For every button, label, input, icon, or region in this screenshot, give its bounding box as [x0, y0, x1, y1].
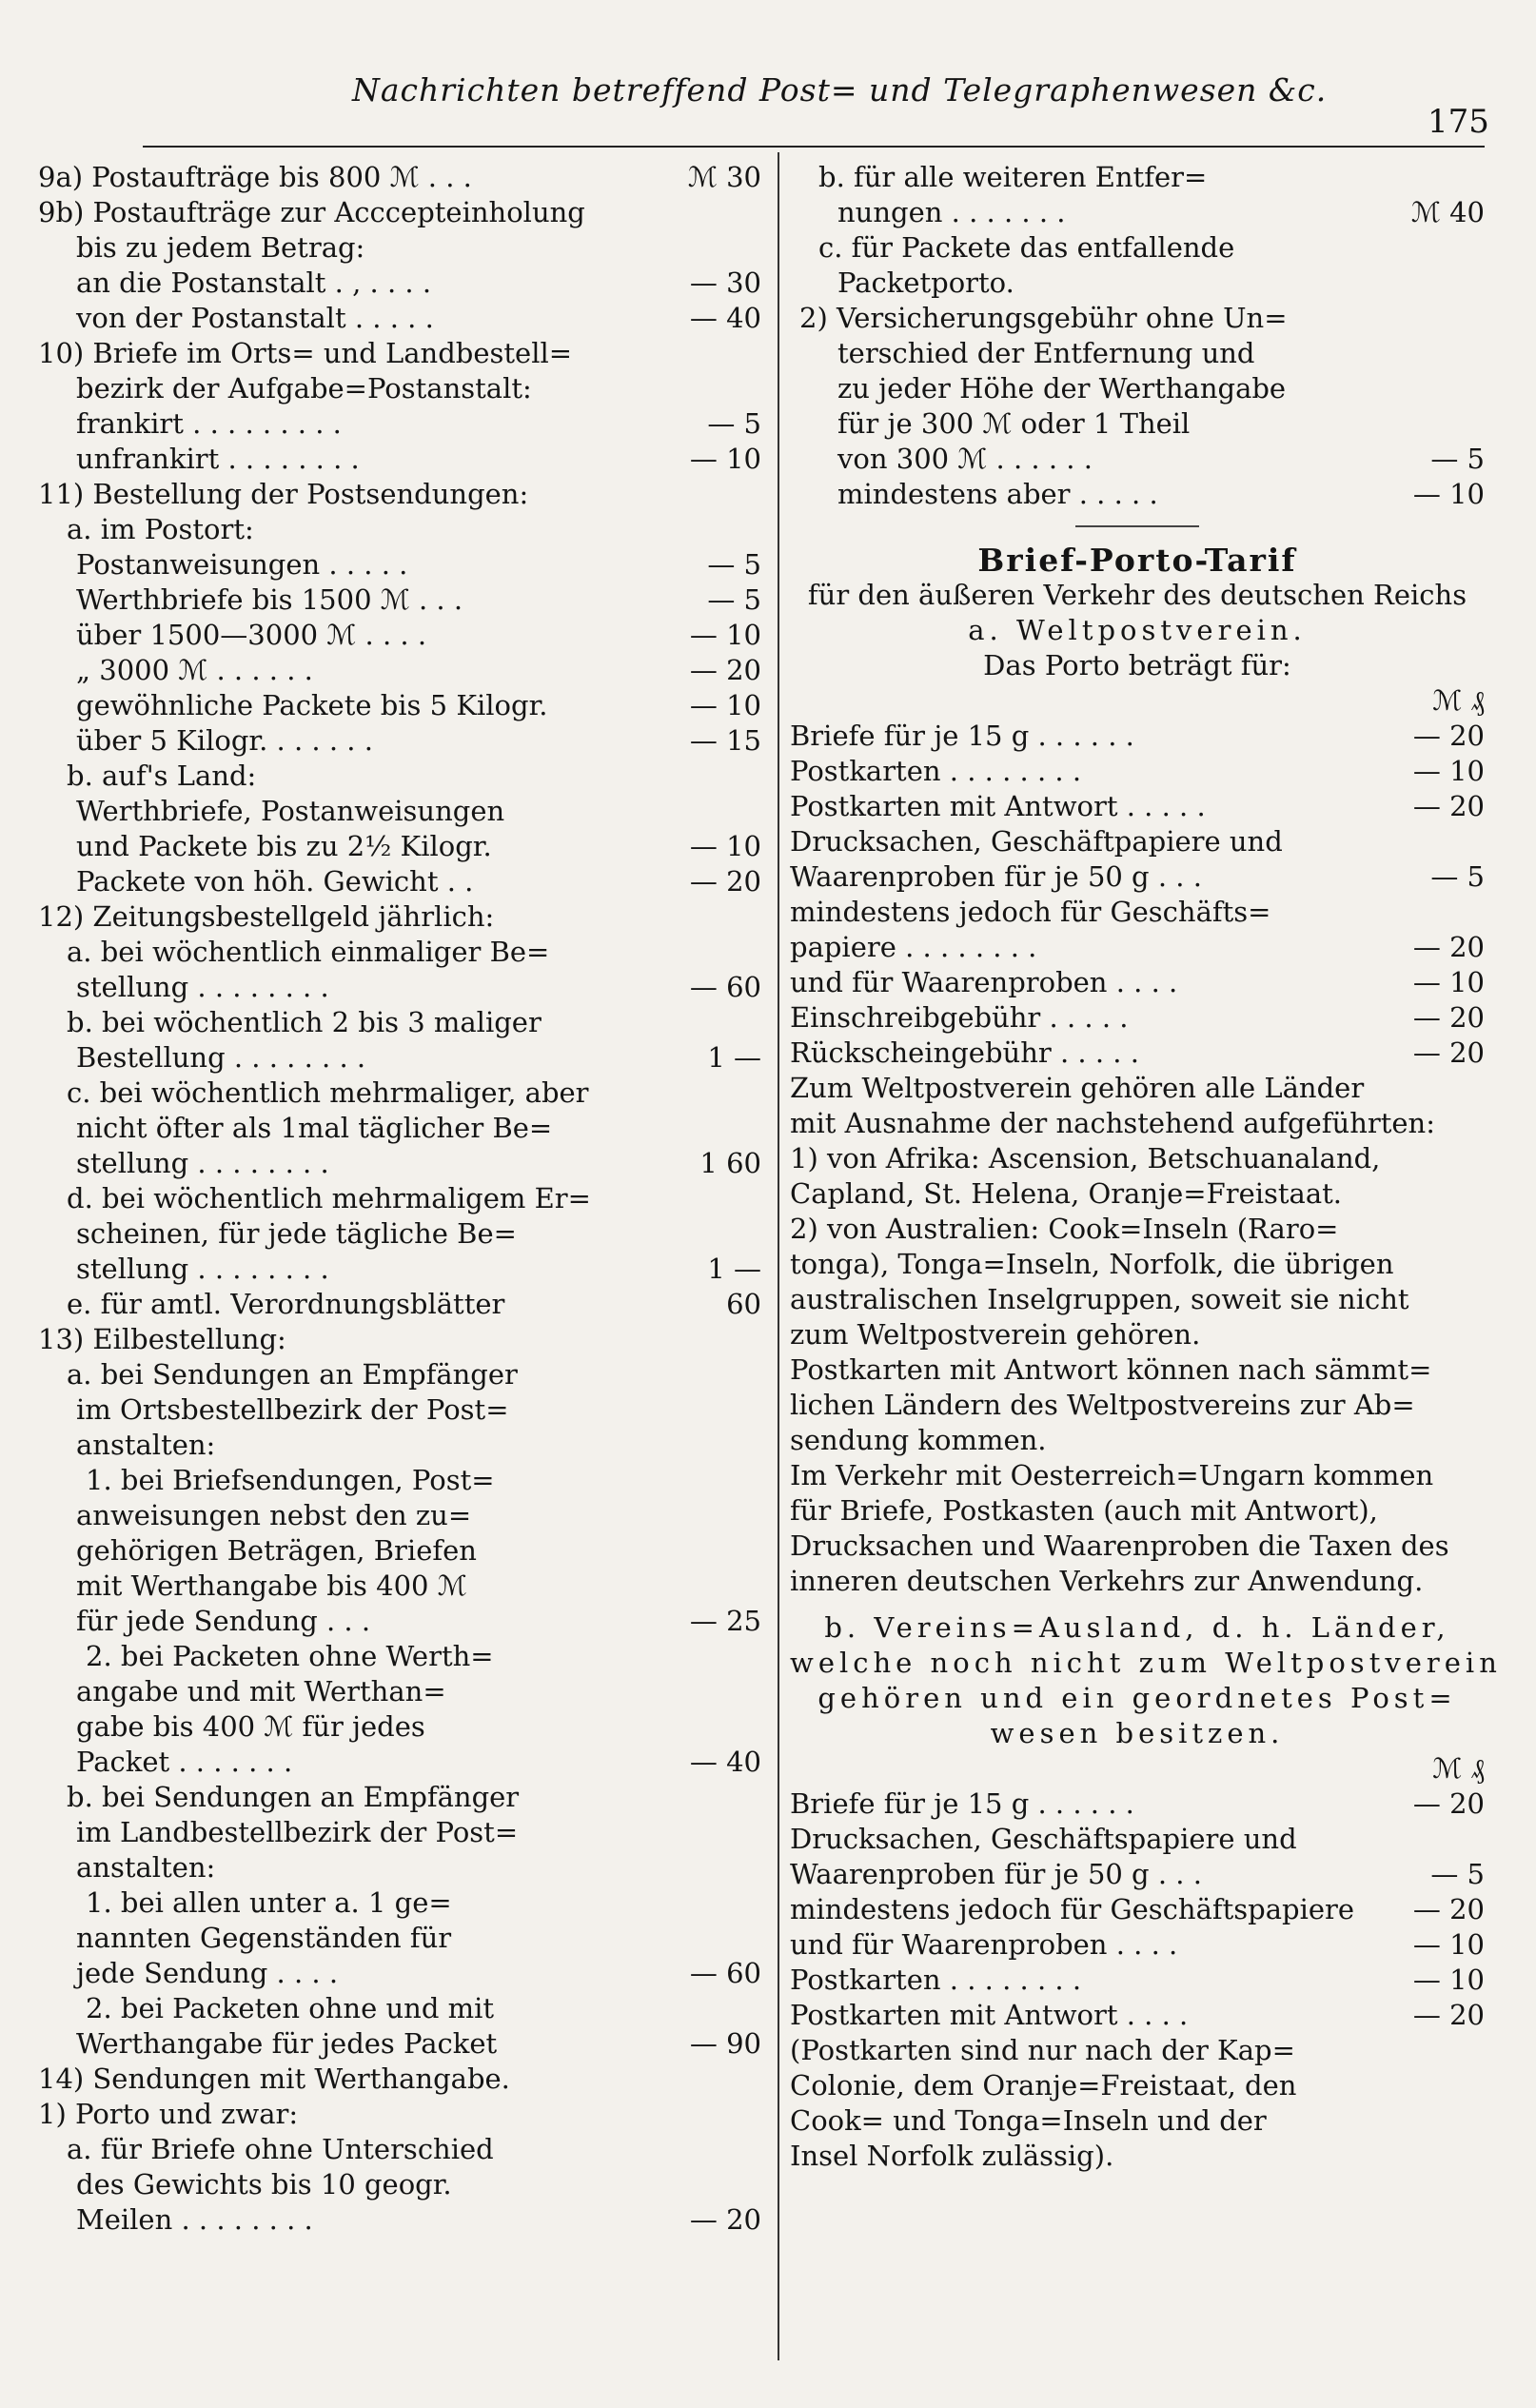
row-text: 14) Sendungen mit Werthangabe.	[38, 2063, 510, 2095]
tariff-row	[790, 477, 1485, 512]
row-text: im Ortsbestellbezirk der Post=	[76, 1393, 509, 1426]
tariff-row	[38, 794, 761, 829]
tariff-row	[790, 442, 1485, 477]
note-line: Insel Norfolk zulässig).	[790, 2140, 1114, 2172]
row-amount: — 90	[689, 2027, 761, 2060]
tariff-row	[38, 970, 761, 1005]
row-text: terschied der Entfernung und	[837, 337, 1255, 369]
section-a-list	[790, 719, 1485, 1071]
section-b-notes	[790, 2033, 1485, 2174]
row-text: Briefe für je 15 g . . . . . .	[790, 1787, 1134, 1820]
row-text: gabe bis 400 ℳ für jedes	[76, 1710, 425, 1743]
row-text: 2. bei Packeten ohne Werth=	[86, 1640, 494, 1672]
note-line: Colonie, dem Oranje=Freistaat, den	[790, 2069, 1297, 2102]
row-text: anstalten:	[76, 1429, 216, 1461]
tariff-row	[790, 160, 1485, 195]
row-text: 13) Eilbestellung:	[38, 1323, 286, 1355]
row-amount: — 60	[689, 1957, 761, 1989]
row-amount: — 20	[1412, 1001, 1485, 1034]
row-amount: — 20	[689, 654, 761, 686]
row-amount: 1 —	[707, 1041, 761, 1074]
note-line: für Briefe, Postkasten (auch mit Antwort),	[790, 1494, 1378, 1527]
row-text: a. im Postort:	[67, 513, 254, 545]
row-text: c. bei wöchentlich mehrmaliger, aber	[67, 1076, 589, 1109]
tariff-row	[38, 2202, 761, 2238]
tariff-row	[790, 895, 1485, 930]
row-amount: — 5	[707, 583, 761, 616]
row-text: über 1500—3000 ℳ . . . .	[76, 619, 427, 651]
note-line: mit Ausnahme der nachstehend aufgeführten:	[790, 1107, 1436, 1139]
note-line: zum Weltpostverein gehören.	[790, 1318, 1201, 1351]
tariff-row	[38, 195, 761, 230]
row-text: Packet . . . . . . .	[76, 1746, 293, 1778]
section-b-list	[790, 1786, 1485, 2033]
note-line: inneren deutschen Verkehrs zur Anwendung.	[790, 1565, 1424, 1597]
row-text: Einschreibgebühr . . . . .	[790, 1001, 1129, 1034]
tariff-row	[38, 371, 761, 406]
row-text: stellung . . . . . . . .	[76, 971, 329, 1003]
note-line: welche noch nicht zum Weltpostverein	[790, 1647, 1502, 1679]
note-line: Postkarten mit Antwort können nach sämmt=	[790, 1353, 1432, 1386]
tariff-row	[38, 618, 761, 653]
tariff-row	[38, 1956, 761, 1991]
note-line: wesen besitzen.	[990, 1717, 1285, 1749]
note-line: sendung kommen.	[790, 1424, 1047, 1456]
tariff-row	[38, 829, 761, 864]
tariff-row	[38, 1921, 761, 1956]
row-amount: — 10	[1412, 966, 1485, 998]
row-amount: 1 60	[699, 1147, 761, 1179]
tariff-subtitle: für den äußeren Verkehr des deutschen Reichs	[807, 579, 1467, 611]
row-amount: — 60	[689, 971, 761, 1003]
row-amount: 1 —	[707, 1253, 761, 1285]
row-amount: — 5	[707, 548, 761, 581]
tariff-row	[38, 1991, 761, 2026]
note-line: Zum Weltpostverein gehören alle Länder	[790, 1072, 1365, 1104]
tariff-row	[38, 759, 761, 794]
note-line: gehören und ein geordnetes Post=	[817, 1682, 1457, 1714]
currency-header-b	[790, 1751, 1485, 1786]
row-amount: — 5	[1430, 443, 1485, 475]
row-text: und Packete bis zu 2½ Kilogr.	[76, 830, 492, 862]
tariff-row	[38, 1181, 761, 1216]
right-top-list	[790, 160, 1485, 512]
tariff-row	[790, 301, 1485, 336]
row-amount: — 20	[1412, 931, 1485, 963]
tariff-row	[38, 547, 761, 582]
row-amount: — 10	[1412, 1928, 1485, 1961]
tariff-row	[790, 1786, 1485, 1822]
note-line: 1) von Afrika: Ascension, Betschuanaland,	[790, 1142, 1381, 1174]
row-text: Briefe für je 15 g . . . . . .	[790, 720, 1134, 752]
tariff-row	[790, 1892, 1485, 1927]
row-text: b. auf's Land:	[67, 760, 257, 792]
tariff-row	[790, 965, 1485, 1000]
tariff-row	[38, 2026, 761, 2062]
note-line: Drucksachen und Waarenproben die Taxen des	[790, 1530, 1449, 1562]
note-line: australischen Inselgruppen, soweit sie nicht	[790, 1283, 1409, 1315]
row-amount: — 10	[1412, 755, 1485, 787]
row-text: über 5 Kilogr. . . . . . .	[76, 724, 373, 757]
tariff-row	[38, 899, 761, 935]
row-amount: — 5	[1430, 860, 1485, 893]
tariff-row	[38, 301, 761, 336]
row-text: 2. bei Packeten ohne und mit	[86, 1992, 495, 2024]
row-text: gehörigen Beträgen, Briefen	[76, 1534, 477, 1567]
tariff-row	[38, 653, 761, 688]
tariff-row	[38, 442, 761, 477]
row-amount: — 20	[1412, 1036, 1485, 1069]
row-text: papiere . . . . . . . .	[790, 931, 1037, 963]
row-amount: — 40	[689, 1746, 761, 1778]
row-text: 9a) Postaufträge bis 800 ℳ . . .	[38, 161, 472, 193]
tariff-row	[38, 1780, 761, 1815]
row-text: b. bei Sendungen an Empfänger	[67, 1781, 520, 1813]
tariff-row	[38, 1392, 761, 1428]
tariff-row	[38, 1216, 761, 1252]
row-text: nannten Gegenständen für	[76, 1922, 452, 1954]
row-text: 10) Briefe im Orts= und Landbestell=	[38, 337, 573, 369]
tariff-row	[38, 1428, 761, 1463]
row-text: zu jeder Höhe der Werthangabe	[837, 372, 1287, 405]
row-text: mindestens jedoch für Geschäftspapiere	[790, 1893, 1355, 1925]
row-amount: — 20	[1412, 1999, 1485, 2031]
row-text: im Landbestellbezirk der Post=	[76, 1816, 519, 1848]
tariff-row	[790, 824, 1485, 859]
row-text: an die Postanstalt . , . . . .	[76, 266, 432, 299]
row-text: für je 300 ℳ oder 1 Theil	[837, 407, 1191, 440]
tariff-row	[790, 266, 1485, 301]
row-amount: — 20	[1412, 1893, 1485, 1925]
tariff-row	[38, 688, 761, 723]
column-divider	[778, 152, 779, 2360]
row-amount: 60	[726, 1288, 761, 1320]
tariff-row	[38, 1005, 761, 1040]
tariff-row	[38, 1674, 761, 1709]
section-a-heading: a. Weltpostverein.	[968, 614, 1307, 646]
row-text: d. bei wöchentlich mehrmaligem Er=	[67, 1182, 591, 1214]
row-amount: — 15	[689, 724, 761, 757]
tariff-row	[790, 1000, 1485, 1036]
tariff-row	[790, 1036, 1485, 1071]
row-text: Packete von höh. Gewicht . .	[76, 865, 474, 898]
row-text: c. für Packete das entfallende	[818, 231, 1235, 264]
row-amount: — 10	[689, 619, 761, 651]
row-text: Drucksachen, Geschäftspapiere und	[790, 1823, 1297, 1855]
tariff-row	[38, 336, 761, 371]
tariff-row	[790, 1822, 1485, 1857]
note-line: Im Verkehr mit Oesterreich=Ungarn kommen	[790, 1459, 1434, 1491]
tariff-row	[38, 2062, 761, 2097]
row-amount: — 10	[1412, 478, 1485, 510]
row-text: stellung . . . . . . . .	[76, 1147, 329, 1179]
note-line: b. Vereins=Ausland, d. h. Länder,	[824, 1611, 1450, 1644]
row-text: Waarenproben für je 50 g . . .	[790, 1858, 1202, 1890]
row-text: für jede Sendung . . .	[76, 1605, 371, 1637]
row-text: Postkarten mit Antwort . . . . .	[790, 790, 1206, 822]
tariff-row	[38, 582, 761, 618]
row-text: mit Werthangabe bis 400 ℳ	[76, 1569, 467, 1602]
row-amount: — 10	[689, 443, 761, 475]
currency-header-text: ℳ ₰	[1432, 684, 1485, 717]
tariff-row	[38, 864, 761, 899]
tariff-row	[38, 1146, 761, 1181]
row-text: mindestens jedoch für Geschäfts=	[790, 896, 1271, 928]
row-text: Postanweisungen . . . . .	[76, 548, 408, 581]
tariff-row	[790, 930, 1485, 965]
row-text: mindestens aber . . . . .	[837, 478, 1158, 510]
row-text: Postkarten . . . . . . . .	[790, 1964, 1082, 1996]
tariff-row	[38, 1287, 761, 1322]
header-rule	[143, 146, 1485, 148]
row-text: Meilen . . . . . . . .	[76, 2203, 313, 2236]
tariff-row	[38, 1463, 761, 1498]
row-text: des Gewichts bis 10 geogr.	[76, 2168, 452, 2201]
row-text: „ 3000 ℳ . . . . . .	[76, 654, 313, 686]
tariff-row	[38, 477, 761, 512]
row-text: 9b) Postaufträge zur Acccepteinholung	[38, 196, 585, 228]
tariff-row	[790, 406, 1485, 442]
tariff-row	[38, 160, 761, 195]
tariff-row	[38, 1111, 761, 1146]
row-text: unfrankirt . . . . . . . .	[76, 443, 360, 475]
row-text: 2) Versicherungsgebühr ohne Un=	[799, 302, 1288, 334]
row-text: 1. bei Briefsendungen, Post=	[86, 1464, 495, 1496]
row-text: stellung . . . . . . . .	[76, 1253, 329, 1285]
row-text: scheinen, für jede tägliche Be=	[76, 1217, 517, 1250]
note-line: lichen Ländern des Weltpostvereins zur Ab=	[790, 1389, 1415, 1421]
row-text: Rückscheingebühr . . . . .	[790, 1036, 1139, 1069]
row-amount: — 30	[689, 266, 761, 299]
row-text: Postkarten . . . . . . . .	[790, 755, 1082, 787]
tariff-row	[38, 1040, 761, 1076]
row-amount: — 10	[689, 830, 761, 862]
tariff-row	[38, 1604, 761, 1639]
note-line: tonga), Tonga=Inseln, Norfolk, die übrigen	[790, 1248, 1394, 1280]
row-amount: ℳ 40	[1410, 196, 1485, 228]
tariff-row	[38, 1498, 761, 1533]
row-text: Werthangabe für jedes Packet	[76, 2027, 498, 2060]
tariff-row	[38, 1357, 761, 1392]
tariff-row	[790, 230, 1485, 266]
row-text: nicht öfter als 1mal täglicher Be=	[76, 1112, 553, 1144]
tariff-row	[790, 195, 1485, 230]
tariff-row	[790, 1927, 1485, 1963]
row-amount: — 10	[1412, 1964, 1485, 1996]
tariff-row	[790, 1998, 1485, 2033]
section-b-heading	[790, 1610, 1502, 1751]
row-text: von der Postanstalt . . . . .	[76, 302, 434, 334]
tariff-row	[38, 230, 761, 266]
row-text: jede Sendung . . . .	[76, 1957, 339, 1989]
row-text: Waarenproben für je 50 g . . .	[790, 860, 1202, 893]
row-text: frankirt . . . . . . . . .	[76, 407, 342, 440]
row-text: a. für Briefe ohne Unterschied	[67, 2133, 494, 2165]
note-line: Cook= und Tonga=Inseln und der	[790, 2104, 1267, 2137]
row-text: bezirk der Aufgabe=Postanstalt:	[76, 372, 532, 405]
left-column	[38, 160, 761, 2238]
tariff-row	[790, 789, 1485, 824]
row-text: Packetporto.	[837, 266, 1014, 299]
row-amount: — 5	[1430, 1858, 1485, 1890]
row-text: a. bei Sendungen an Empfänger	[67, 1358, 518, 1391]
tariff-row	[790, 719, 1485, 754]
tariff-row	[790, 336, 1485, 371]
row-amount: — 25	[689, 1605, 761, 1637]
row-amount: — 20	[689, 865, 761, 898]
porto-intro: Das Porto beträgt für:	[983, 649, 1291, 681]
row-text: 12) Zeitungsbestellgeld jährlich:	[38, 900, 495, 933]
row-amount: ℳ 30	[687, 161, 761, 193]
tariff-row	[38, 935, 761, 970]
tariff-row	[38, 1569, 761, 1604]
row-text: e. für amtl. Verordnungsblätter	[67, 1288, 505, 1320]
row-text: anstalten:	[76, 1851, 216, 1884]
tariff-row	[38, 1252, 761, 1287]
tariff-row	[38, 1639, 761, 1674]
note-line: 2) von Australien: Cook=Inseln (Raro=	[790, 1213, 1339, 1245]
tariff-row	[38, 512, 761, 547]
row-amount: — 40	[689, 302, 761, 334]
row-text: a. bei wöchentlich einmaliger Be=	[67, 936, 550, 968]
row-amount: — 20	[1412, 1787, 1485, 1820]
tariff-row	[38, 1709, 761, 1745]
row-text: bis zu jedem Betrag:	[76, 231, 365, 264]
tariff-row	[38, 2097, 761, 2132]
row-amount: — 5	[707, 407, 761, 440]
row-text: und für Waarenproben . . . .	[790, 966, 1178, 998]
running-title: Nachrichten betreffend Post= und Telegraphenwesen &c.	[352, 71, 1328, 109]
tariff-row	[38, 1815, 761, 1850]
separator-rule	[1075, 525, 1199, 527]
note-line: (Postkarten sind nur nach der Kap=	[790, 2034, 1295, 2066]
row-text: Werthbriefe, Postanweisungen	[76, 795, 505, 827]
tariff-row	[38, 1533, 761, 1569]
row-text: b. bei wöchentlich 2 bis 3 maliger	[67, 1006, 542, 1038]
row-text: angabe und mit Werthan=	[76, 1675, 446, 1707]
tariff-row	[790, 1963, 1485, 1998]
tariff-row	[790, 859, 1485, 895]
tariff-row	[38, 2167, 761, 2202]
row-text: Postkarten mit Antwort . . . .	[790, 1999, 1189, 2031]
row-amount: — 20	[1412, 790, 1485, 822]
row-text: 1. bei allen unter a. 1 ge=	[86, 1886, 452, 1919]
row-text: 1) Porto und zwar:	[38, 2098, 299, 2130]
row-text: gewöhnliche Packete bis 5 Kilogr.	[76, 689, 548, 721]
row-text: von 300 ℳ . . . . . .	[837, 443, 1093, 475]
tariff-row	[790, 371, 1485, 406]
tariff-row	[38, 1322, 761, 1357]
currency-header-b-text: ℳ ₰	[1432, 1752, 1485, 1785]
tariff-row	[38, 1885, 761, 1921]
row-text: anweisungen nebst den zu=	[76, 1499, 472, 1531]
row-text: nungen . . . . . . .	[837, 196, 1066, 228]
row-text: und für Waarenproben . . . .	[790, 1928, 1178, 1961]
tariff-row	[38, 406, 761, 442]
row-text: 11) Bestellung der Postsendungen:	[38, 478, 529, 510]
row-text: Bestellung . . . . . . . .	[76, 1041, 366, 1074]
tariff-row	[38, 1850, 761, 1885]
row-text: Drucksachen, Geschäftpapiere und	[790, 825, 1283, 858]
row-amount: — 20	[689, 2203, 761, 2236]
page-number: 175	[1428, 103, 1489, 141]
section-a-notes	[790, 1071, 1485, 1599]
tariff-row	[38, 266, 761, 301]
currency-header	[790, 683, 1485, 719]
row-amount: — 10	[689, 689, 761, 721]
tariff-row	[38, 723, 761, 759]
tariff-row	[38, 1076, 761, 1111]
right-column	[790, 160, 1502, 2174]
tariff-title: Brief-Porto-Tarif	[977, 542, 1297, 579]
row-amount: — 20	[1412, 720, 1485, 752]
row-text: Werthbriefe bis 1500 ℳ . . .	[76, 583, 463, 616]
note-line: Capland, St. Helena, Oranje=Freistaat.	[790, 1177, 1342, 1210]
tariff-row	[38, 2132, 761, 2167]
tariff-row	[790, 754, 1485, 789]
tariff-row	[38, 1745, 761, 1780]
tariff-row	[790, 1857, 1485, 1892]
row-text: b. für alle weiteren Entfer=	[818, 161, 1208, 193]
